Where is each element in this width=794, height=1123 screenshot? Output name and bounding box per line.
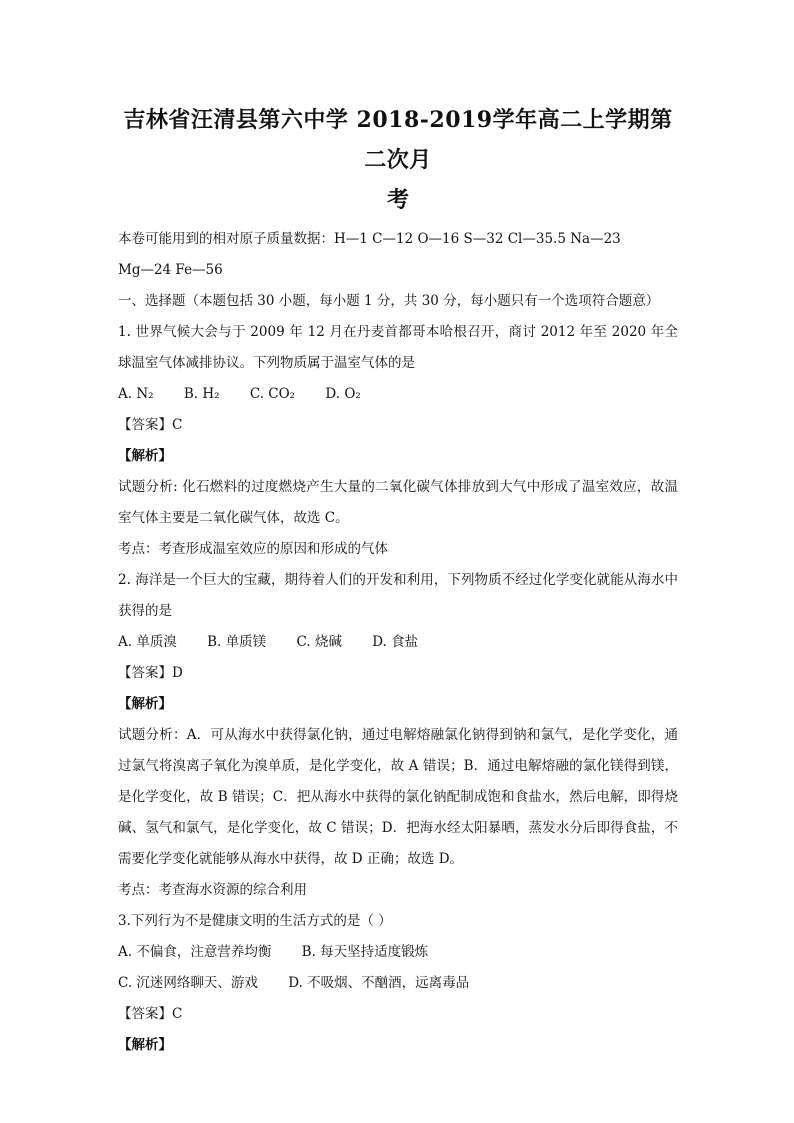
question-2-analysis: 试题分析：A．可从海水中获得氯化钠，通过电解熔融氯化钠得到钠和氯气，是化学变化，通过氯气将溴离子氧化为溴单质，是化学变化，故 A 错误；B．通过电解熔融的氯化镁得到镁，是化学变化，故 B 错误；C．把从海水中获得的氯化钠配制成饱和食盐水，然后电解，即得烧碱、氢气和氯气，是化学变化，故 C 错误；D．把海水经太阳暴晒，蒸发水分后即得食盐，不需要化学变化就能够从海水中获得，故 D 正确；故选 D。 xyxy=(118,727,679,867)
question-2-stem: 2. 海洋是一个巨大的宝藏，期待着人们的开发和利用，下列物质不经过化学变化就能从海水中获得的是 xyxy=(118,572,678,619)
option-b: B. H₂ xyxy=(183,386,220,402)
question-1-analysis-label: 【解析】 xyxy=(118,448,172,464)
question-1-answer: 【答案】C xyxy=(118,417,183,433)
document-page xyxy=(118,100,678,1061)
option-a: A. N₂ xyxy=(118,386,154,402)
question-3-options-row-2 xyxy=(118,968,678,999)
document-title-continued: 考 xyxy=(386,187,409,213)
question-3-answer: 【答案】C xyxy=(118,1006,183,1022)
question-2-options xyxy=(118,627,678,658)
option-a: A. 不偏食，注意营养均衡 xyxy=(118,944,272,960)
option-b: B. 单质镁 xyxy=(207,634,267,650)
option-d: D. 食盐 xyxy=(372,634,419,650)
option-c: C. 烧碱 xyxy=(296,634,342,650)
atomic-masses-line-1: 本卷可能用到的相对原子质量数据：H—1 C—12 O—16 S—32 Cl—35.5 Na—23 xyxy=(118,231,621,247)
question-2-analysis-label: 【解析】 xyxy=(118,696,172,712)
option-d: D. 不吸烟、不酗酒，远离毒品 xyxy=(288,975,470,991)
question-2-point: 考点：考查海水资源的综合利用 xyxy=(118,882,307,898)
question-1-point: 考点：考查形成温室效应的原因和形成的气体 xyxy=(118,541,388,557)
question-1-stem: 1. 世界气候大会与于 2009 年 12 月在丹麦首都哥本哈根召开，商讨 2012 年至 2020 年全球温室气体减排协议。下列物质属于温室气体的是 xyxy=(118,324,678,371)
atomic-masses-line-2: Mg—24 Fe—56 xyxy=(118,262,223,278)
section-heading: 一、选择题（本题包括 30 小题，每小题 1 分，共 30 分，每小题只有一个选项符合题意） xyxy=(118,293,660,309)
option-d: D. O₂ xyxy=(325,386,361,402)
document-title: 吉林省汪清县第六中学 2018-2019学年高二上学期第二次月 xyxy=(123,107,673,173)
question-3-analysis-label: 【解析】 xyxy=(118,1037,172,1053)
option-a: A. 单质溴 xyxy=(118,634,177,650)
option-c: C. 沉迷网络聊天、游戏 xyxy=(118,975,258,991)
question-3-options-row-1 xyxy=(118,937,678,968)
question-1-analysis: 试题分析: 化石燃料的过度燃烧产生大量的二氧化碳气体排放到大气中形成了温室效应，故温室气体主要是二氧化碳气体，故选 C。 xyxy=(118,479,678,526)
question-2-answer: 【答案】D xyxy=(118,665,183,681)
question-1-options xyxy=(118,379,678,410)
option-b: B. 每天坚持适度锻炼 xyxy=(301,944,429,960)
option-c: C. CO₂ xyxy=(249,386,296,402)
question-3-stem: 3.下列行为不是健康文明的生活方式的是（ ） xyxy=(118,913,392,929)
